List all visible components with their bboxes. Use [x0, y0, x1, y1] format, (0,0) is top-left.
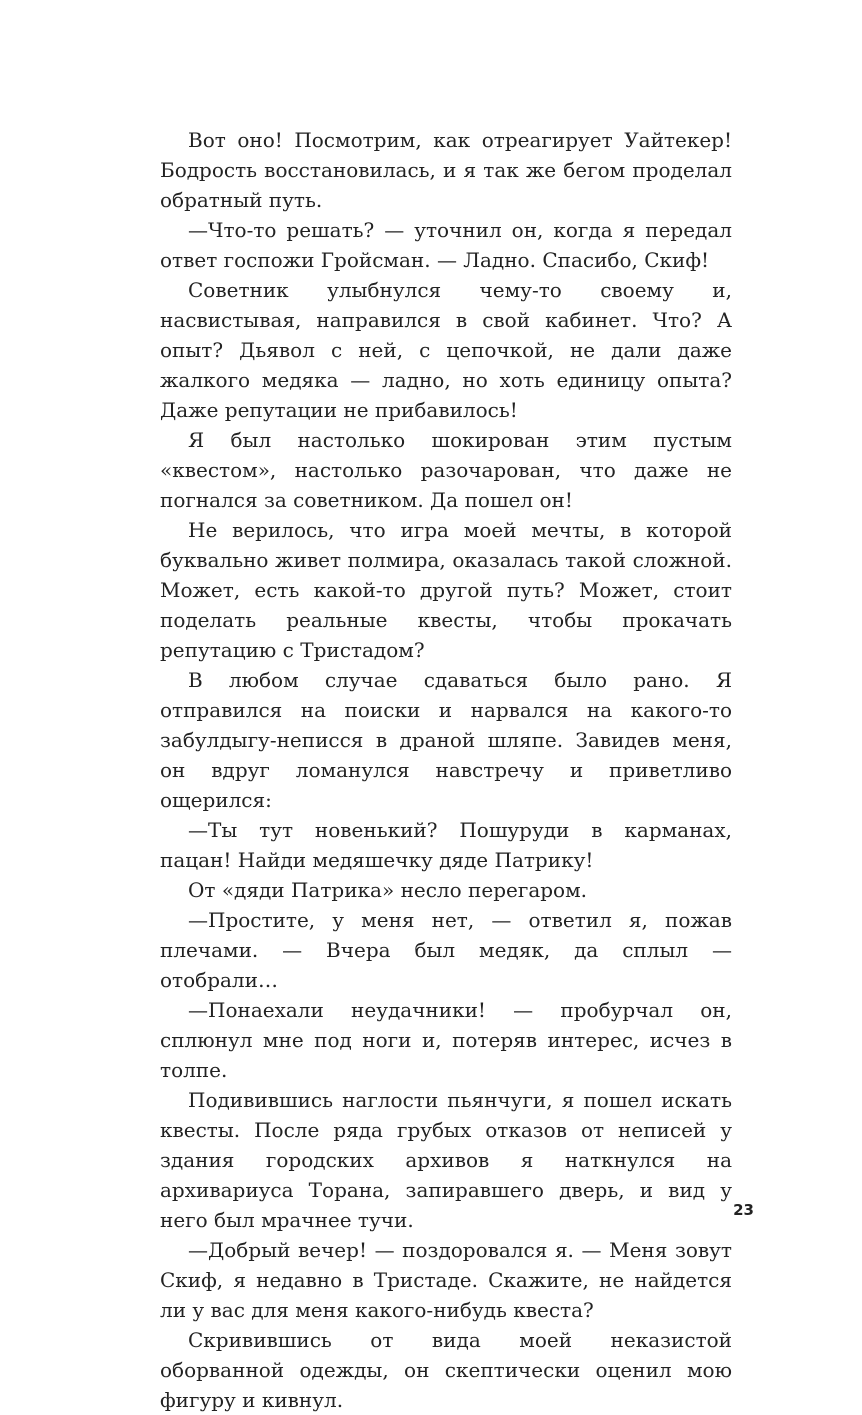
- body-text: [160, 125, 732, 1415]
- paragraph: От «дяди Патрика» несло перегаром.: [188, 878, 588, 902]
- paragraph: Советник улыбнулся чему-то своему и, насвистывая, направился в свой кабинет. Что? А опыт? Дьявол с ней, с цепочкой, не дали даже жалкого медяка — ладно, но хоть единицу опыта? Даже репутации не прибавилось!: [160, 278, 732, 422]
- paragraph: —Что-то решать? — уточнил он, когда я передал ответ госпожи Гройсман. — Ладно. Спасибо, Скиф!: [160, 218, 732, 272]
- paragraph: Не верилось, что игра моей мечты, в которой буквально живет полмира, оказалась такой сложной. Может, есть какой-то другой путь? Может, стоит поделать реальные квесты, чтобы прокачать репутацию с Тристадом?: [160, 518, 732, 662]
- paragraph: Скривившись от вида моей неказистой оборванной одежды, он скептически оценил мою фигуру и кивнул.: [160, 1328, 732, 1412]
- paragraph: Подивившись наглости пьянчуги, я пошел искать квесты. После ряда грубых отказов от неписей у здания городских архивов я наткнулся на архивариуса Торана, запиравшего дверь, и вид у него был мрачнее тучи.: [160, 1088, 732, 1232]
- paragraph: —Простите, у меня нет, — ответил я, пожав плечами. — Вчера был медяк, да сплыл — отобрали…: [160, 908, 732, 992]
- paragraph: —Ты тут новенький? Пошуруди в карманах, пацан! Найди медяшечку дяде Патрику!: [160, 818, 732, 872]
- paragraph: В любом случае сдаваться было рано. Я отправился на поиски и нарвался на какого-то забулдыгу-неписся в драной шляпе. Завидев меня, он вдруг ломанулся навстречу и приветливо ощерился:: [160, 668, 732, 812]
- paragraph: —Добрый вечер! — поздоровался я. — Меня зовут Скиф, я недавно в Тристаде. Скажите, не найдется ли у вас для меня какого-нибудь квеста?: [160, 1238, 732, 1322]
- page-number: 23: [733, 1201, 754, 1219]
- paragraph: Я был настолько шокирован этим пустым «квестом», настолько разочарован, что даже не погнался за советником. Да пошел он!: [160, 428, 732, 512]
- paragraph: —Понаехали неудачники! — пробурчал он, сплюнул мне под ноги и, потеряв интерес, исчез в толпе.: [160, 998, 732, 1082]
- paragraph: Вот оно! Посмотрим, как отреагирует Уайтекер! Бодрость восстановилась, и я так же бегом проделал обратный путь.: [160, 128, 732, 212]
